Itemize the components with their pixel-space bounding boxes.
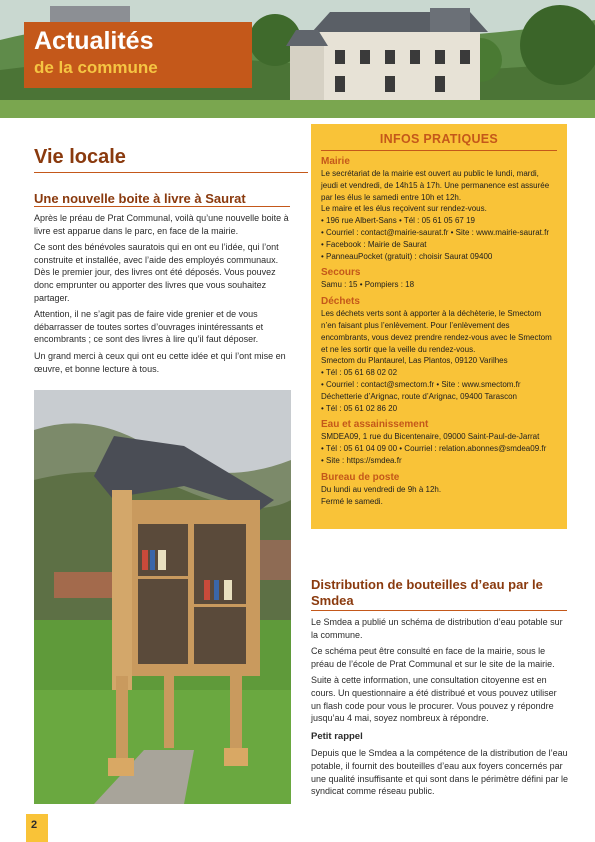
infos-title: INFOS PRATIQUES	[379, 132, 499, 146]
page-number: 2	[31, 819, 38, 831]
article-body	[34, 212, 292, 379]
header-subtitle: de la commune	[34, 58, 158, 77]
eau-line: SMDEA09, 1 rue du Bicentenaire, 09000 Saint-Paul-de-Jarrat	[321, 432, 540, 442]
poste-line: Fermé le samedi.	[321, 496, 383, 506]
poste-line: Du lundi au vendredi de 9h à 12h.	[321, 484, 442, 494]
mairie-line: • PanneauPocket (gratuit) : choisir Saurat 09400	[321, 251, 493, 261]
article2-paragraph: Le Smdea a publié un schéma de distribution d’eau potable sur la commune.	[311, 617, 563, 640]
header-banner	[0, 0, 595, 118]
article-heading: Une nouvelle boite à livre à Saurat	[34, 191, 246, 206]
dechets-line: Déchetterie d’Arignac, route d’Arignac, 09400 Tarascon	[321, 391, 517, 401]
mairie-line: • Courriel : contact@mairie-saurat.fr • Site : www.mairie-saurat.fr	[321, 227, 550, 237]
mairie-line: • 196 rue Albert-Sans • Tél : 05 61 05 67 19	[321, 216, 475, 226]
article2-heading-divider	[311, 610, 567, 611]
article2-subheading: Petit rappel	[311, 730, 363, 742]
infos-divider	[321, 150, 557, 151]
eau-line: • Tél : 05 61 04 09 00 • Courriel : relation.abonnes@smdea09.fr	[321, 444, 547, 454]
dechets-line: Smectom du Plantaurel, Las Plantos, 09120 Varilhes	[321, 356, 508, 366]
eau-line: • Site : https://smdea.fr	[321, 455, 402, 465]
mairie-line: Le maire et les élus reçoivent sur rendez-vous.	[321, 204, 487, 214]
article-paragraph: Ce sont des bénévoles sauratois qui en ont eu l’idée, qui l’ont construite et installée, avec l’aide des employés communaux. Dès le premier jour, des livres ont été déposés. Vous pouvez donc emprunter ou apporter des livres que vous souhaitez partager.	[34, 242, 279, 303]
section-divider	[34, 172, 308, 173]
mairie-line: Le secrétariat de la mairie est ouvert au public le lundi, mardi, jeudi et vendredi, de 14h15 à 17h. Une permanence est assurée par les élus le samedi entre 10h et 12h.	[321, 169, 550, 202]
mairie-heading: Mairie	[321, 156, 350, 167]
dechets-line: • Tél : 05 61 02 86 20	[321, 403, 398, 413]
article-paragraph: Après le préau de Prat Communal, voilà qu’une nouvelle boite à livre est apparue dans le parc, en face de la mairie.	[34, 213, 289, 236]
article2-body	[311, 616, 569, 802]
header-title-block	[24, 22, 252, 88]
dechets-line: • Courriel : contact@smectom.fr • Site : www.smectom.fr	[321, 379, 521, 389]
article2-paragraph: Suite à cette information, une consultation citoyenne est en cours. Un questionnaire a été distribué et vous pouvez utiliser un flash code pour vous le procurer. Vous pouvez y répondre jusqu’au 4 mai, soyez nombreux à répondre.	[311, 675, 557, 724]
dechets-line: • Tél : 05 61 68 02 02	[321, 368, 398, 378]
book-box-photo	[34, 390, 291, 804]
mairie-line: • Facebook : Mairie de Saurat	[321, 239, 427, 249]
dechets-text: Les déchets verts sont à apporter à la déchèterie, le Smectom n’en faisant plus l’enlèvement. Pour l’enlèvement des encombrants, vous devez prendre rendez-vous avec le Smectom et ne les sortir que la veille du rendez-vous.	[321, 309, 552, 354]
dechets-heading: Déchets	[321, 296, 360, 308]
section-title: Vie locale	[34, 146, 126, 168]
secours-heading: Secours	[321, 267, 361, 279]
infos-pratiques-box	[311, 124, 567, 529]
article-heading-divider	[34, 206, 290, 207]
article2-paragraph: Ce schéma peut être consulté en face de la mairie, sous le préau de l’école de Prat Communal et sur le site de la mairie.	[311, 646, 555, 669]
secours-text: Samu : 15 • Pompiers : 18	[321, 280, 415, 290]
book-box-illustration	[34, 390, 291, 804]
eau-heading: Eau et assainissement	[321, 419, 429, 431]
poste-heading: Bureau de poste	[321, 471, 400, 483]
header-title: Actualités	[34, 27, 154, 55]
article2-heading: Distribution de bouteilles d’eau par le Smdea	[311, 577, 543, 608]
article-paragraph: Un grand merci à ceux qui ont eu cette idée et qui l’ont mise en œuvre, et bonne lecture à tous.	[34, 350, 286, 374]
article-paragraph: Attention, il ne s’agit pas de faire vide grenier et de vous débarrasser de toutes sortes d’ouvrages inintéressants et encombrants ; ce sont des livres à lire qu’il faut déposer.	[34, 309, 264, 345]
article2-rappel: Depuis que le Smdea a la compétence de la distribution de l’eau potable, il fournit des bouteilles d’eau aux foyers concernés par une qualité insuffisante et qui sont dans le périmètre défini par le syndicat comme réseau public.	[311, 748, 568, 797]
